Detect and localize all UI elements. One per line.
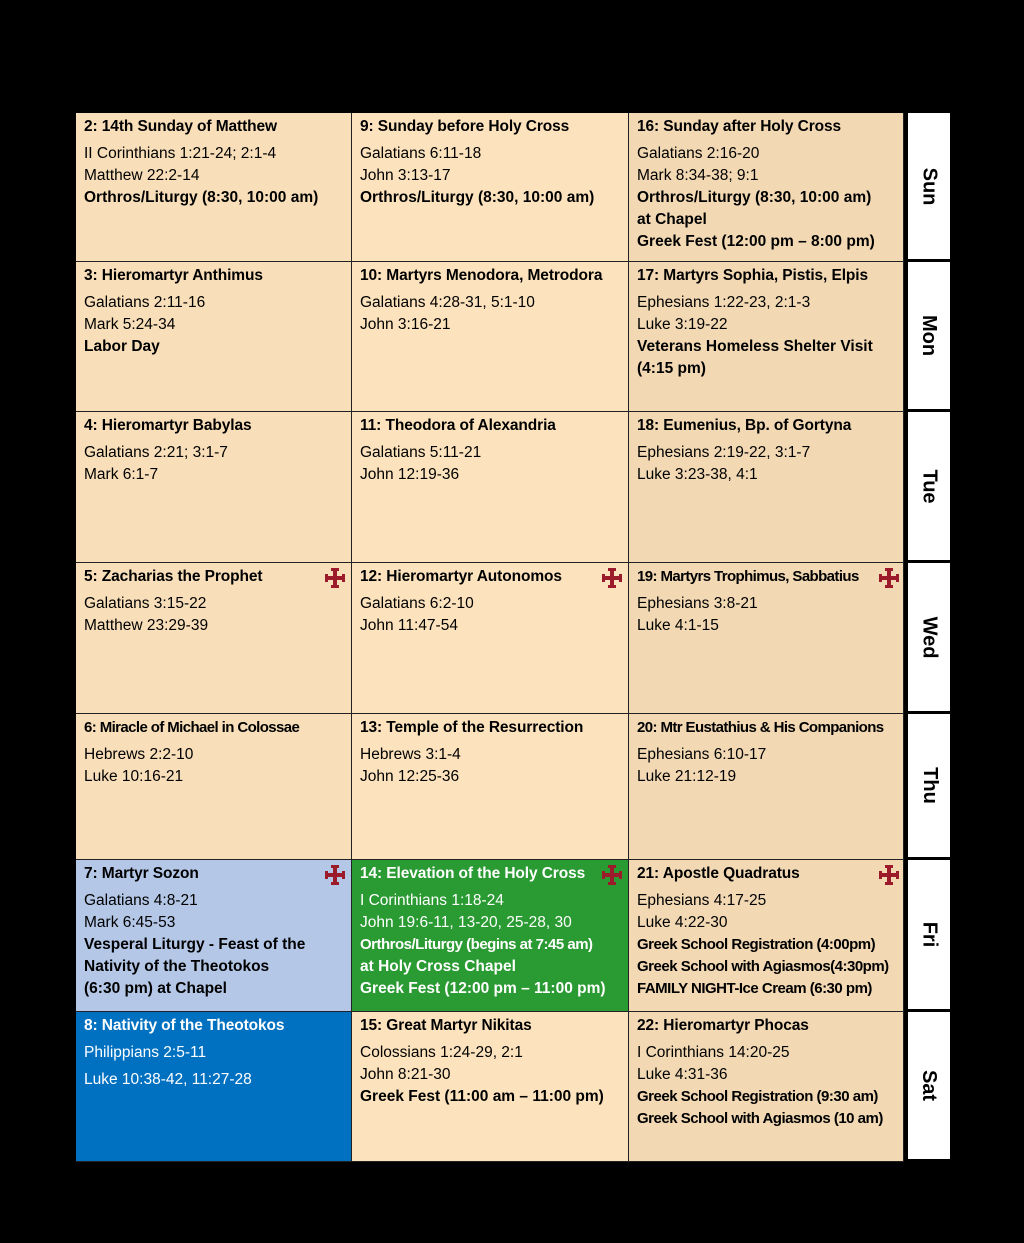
day-title: 11: Theodora of Alexandria (360, 417, 556, 434)
day-cell-17 (629, 262, 904, 412)
day-title: 12: Hieromartyr Autonomos (360, 568, 562, 585)
service-time: Orthros/Liturgy (8:30, 10:00 am) (360, 189, 595, 206)
day-title: 5: Zacharias the Prophet (84, 568, 263, 585)
reading: John 11:47-54 (360, 617, 458, 634)
event: Greek School Registration (4:00pm) (637, 936, 876, 953)
weekday-sat (908, 1012, 950, 1162)
event: FAMILY NIGHT-Ice Cream (6:30 pm) (637, 980, 872, 997)
day-title: 7: Martyr Sozon (84, 865, 199, 882)
reading: Ephesians 1:22-23, 2:1-3 (637, 294, 811, 311)
reading: Mark 5:24-34 (84, 316, 176, 333)
event: Greek School Registration (9:30 am) (637, 1088, 878, 1105)
reading: John 19:6-11, 13-20, 25-28, 30 (360, 914, 572, 931)
service-time: Orthros/Liturgy (8:30, 10:00 am) (84, 189, 319, 206)
event: Greek Fest (12:00 pm – 8:00 pm) (637, 233, 875, 250)
reading: Philippians 2:5-11 (84, 1044, 207, 1061)
weekday-tue (908, 412, 950, 563)
reading: Mark 8:34-38; 9:1 (637, 167, 759, 184)
reading: Hebrews 3:1-4 (360, 746, 461, 763)
jerusalem-cross-icon (600, 864, 624, 886)
day-title: 13: Temple of the Resurrection (360, 719, 584, 736)
reading: Galatians 6:11-18 (360, 145, 482, 162)
weekday-fri (908, 860, 950, 1012)
day-cell-3 (76, 262, 352, 412)
reading: Hebrews 2:2-10 (84, 746, 194, 763)
weekday-label: Mon (918, 314, 941, 357)
reading: Colossians 1:24-29, 2:1 (360, 1044, 523, 1061)
day-title: 8: Nativity of the Theotokos (84, 1017, 285, 1034)
weekday-label: Fri (918, 921, 941, 948)
reading: Mark 6:45-53 (84, 914, 176, 931)
reading: John 3:13-17 (360, 167, 451, 184)
weekday-label: Wed (918, 616, 941, 658)
day-title: 14: Elevation of the Holy Cross (360, 865, 586, 882)
day-title: 4: Hieromartyr Babylas (84, 417, 252, 434)
day-title: 3: Hieromartyr Anthimus (84, 267, 263, 284)
day-cell-9 (352, 113, 629, 262)
reading: Galatians 2:16-20 (637, 145, 760, 162)
day-cell-18 (629, 412, 904, 563)
reading: Matthew 23:29-39 (84, 617, 209, 634)
jerusalem-cross-icon (877, 567, 901, 589)
day-cell-19 (629, 563, 904, 714)
reading: Matthew 22:2-14 (84, 167, 200, 184)
day-cell-22 (629, 1012, 904, 1162)
day-cell-11 (352, 412, 629, 563)
event-time: (4:15 pm) (637, 360, 706, 377)
day-cell-20 (629, 714, 904, 860)
reading: Galatians 5:11-21 (360, 444, 482, 461)
reading: Luke 4:22-30 (637, 914, 728, 931)
weekday-wed (908, 563, 950, 714)
reading: Luke 4:31-36 (637, 1066, 728, 1083)
weekday-label: Tue (918, 468, 941, 504)
calendar-grid (76, 113, 904, 1162)
weekday-label: Sat (918, 1069, 941, 1102)
reading: I Corinthians 14:20-25 (637, 1044, 790, 1061)
event: Labor Day (84, 338, 160, 355)
reading: John 12:25-36 (360, 768, 460, 785)
day-cell-5 (76, 563, 352, 714)
reading: Galatians 4:28-31, 5:1-10 (360, 294, 535, 311)
day-title: 9: Sunday before Holy Cross (360, 118, 570, 135)
service-time: Orthros/Liturgy (8:30, 10:00 am) (637, 189, 872, 206)
reading: Galatians 6:2-10 (360, 595, 474, 612)
day-title: 2: 14th Sunday of Matthew (84, 118, 277, 135)
reading: Galatians 2:21; 3:1-7 (84, 444, 228, 461)
reading: I Corinthians 1:18-24 (360, 892, 504, 909)
jerusalem-cross-icon (323, 864, 347, 886)
day-cell-15 (352, 1012, 629, 1162)
reading: Luke 21:12-19 (637, 768, 737, 785)
day-cell-8 (76, 1012, 352, 1162)
reading: Ephesians 2:19-22, 3:1-7 (637, 444, 811, 461)
reading: Luke 3:23-38, 4:1 (637, 466, 758, 483)
weekday-column (908, 113, 949, 1162)
weekday-sun (908, 113, 950, 262)
reading: Ephesians 6:10-17 (637, 746, 767, 763)
day-cell-21 (629, 860, 904, 1012)
event: Greek School with Agiasmos(4:30pm) (637, 958, 889, 975)
day-cell-4 (76, 412, 352, 563)
reading: Luke 10:16-21 (84, 768, 184, 785)
day-title: 22: Hieromartyr Phocas (637, 1017, 809, 1034)
reading: II Corinthians 1:21-24; 2:1-4 (84, 145, 277, 162)
day-title: 15: Great Martyr Nikitas (360, 1017, 532, 1034)
reading: Mark 6:1-7 (84, 466, 159, 483)
reading: John 3:16-21 (360, 316, 451, 333)
event: Greek School with Agiasmos (10 am) (637, 1110, 883, 1127)
day-title: 20: Mtr Eustathius & His Companions (637, 719, 884, 736)
jerusalem-cross-icon (600, 567, 624, 589)
event: Greek Fest (12:00 pm – 11:00 pm) (360, 980, 606, 997)
jerusalem-cross-icon (323, 567, 347, 589)
reading: Ephesians 4:17-25 (637, 892, 767, 909)
jerusalem-cross-icon (877, 864, 901, 886)
day-title: 19: Martyrs Trophimus, Sabbatius (637, 568, 859, 585)
service: Vesperal Liturgy - Feast of the (84, 936, 306, 953)
service-time: Orthros/Liturgy (begins at 7:45 am) (360, 936, 593, 953)
day-cell-7 (76, 860, 352, 1012)
reading: John 12:19-36 (360, 466, 460, 483)
reading: Luke 10:38-42, 11:27-28 (84, 1071, 252, 1088)
day-cell-14 (352, 860, 629, 1012)
reading: Galatians 4:8-21 (84, 892, 198, 909)
reading: Galatians 2:11-16 (84, 294, 206, 311)
reading: Luke 4:1-15 (637, 617, 719, 634)
event: Veterans Homeless Shelter Visit (637, 338, 873, 355)
day-cell-12 (352, 563, 629, 714)
service-location: at Chapel (637, 211, 707, 228)
day-cell-13 (352, 714, 629, 860)
day-title: 17: Martyrs Sophia, Pistis, Elpis (637, 267, 869, 284)
reading: John 8:21-30 (360, 1066, 451, 1083)
event: Greek Fest (11:00 am – 11:00 pm) (360, 1088, 604, 1105)
reading: Galatians 3:15-22 (84, 595, 207, 612)
day-title: 21: Apostle Quadratus (637, 865, 800, 882)
day-title: 16: Sunday after Holy Cross (637, 118, 842, 135)
weekday-label: Sun (918, 167, 941, 205)
weekday-label: Thu (918, 767, 941, 804)
service-location: at Holy Cross Chapel (360, 958, 516, 975)
weekday-mon (908, 262, 950, 412)
day-title: 6: Miracle of Michael in Colossae (84, 719, 300, 736)
weekday-thu (908, 714, 950, 860)
day-cell-10 (352, 262, 629, 412)
day-cell-2 (76, 113, 352, 262)
day-cell-16 (629, 113, 904, 262)
reading: Ephesians 3:8-21 (637, 595, 758, 612)
service-time: (6:30 pm) at Chapel (84, 980, 227, 997)
service: Nativity of the Theotokos (84, 958, 270, 975)
day-title: 18: Eumenius, Bp. of Gortyna (637, 417, 852, 434)
day-cell-6 (76, 714, 352, 860)
day-title: 10: Martyrs Menodora, Metrodora (360, 267, 603, 284)
reading: Luke 3:19-22 (637, 316, 728, 333)
